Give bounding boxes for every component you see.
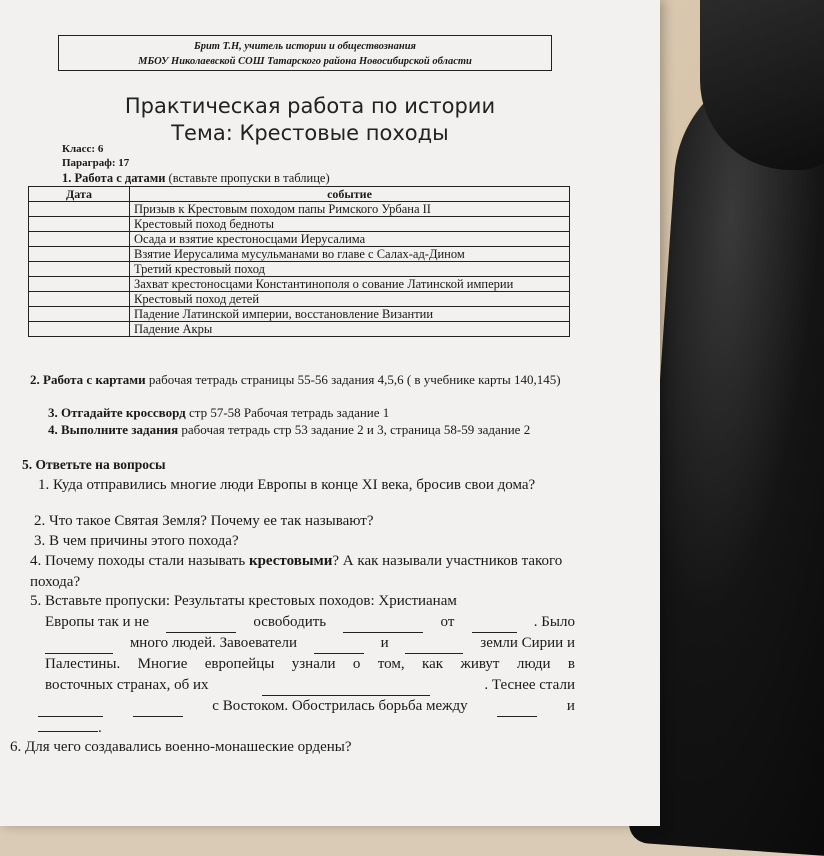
col-date-header: Дата [29,187,130,202]
blank-field[interactable] [45,639,113,654]
question-4-end: ? А как называли участников такого похода? [30,553,563,590]
q5-line-7: . [30,717,575,739]
event-cell: Призыв к Крестовым походом папы Римского Урбана II [130,202,570,217]
col-event-header: событие [130,187,570,202]
date-cell[interactable] [29,322,130,337]
event-cell: Крестовый поход бедноты [130,217,570,232]
question-4-start: 4. Почему походы стали называть [30,553,249,569]
question-5 [30,591,575,739]
event-cell: Осада и взятие крестоносцами Иерусалима [130,232,570,247]
blank-field[interactable] [343,618,423,633]
page-title: Практическая работа по истории [124,94,496,118]
table-row [29,322,570,337]
q5-text-h: восточных странах, об их [45,677,209,693]
blank-field[interactable] [314,639,364,654]
q5-line-4: Палестины. Многие европейцы узнали о том, как живут люди в [45,656,575,672]
task-3-bold: 3. Отгадайте кроссворд [48,405,186,420]
q5-line-3 [30,633,575,654]
task-2 [30,372,570,388]
question-2: 2. Что такое Святая Земля? Почему ее так называют? [34,513,374,529]
class-label: Класс: 6 [62,143,104,155]
task-2-rest: рабочая тетрадь страницы 55-56 задания 4,5,6 ( в учебнике карты 140,145) [145,372,561,387]
table-header-row [29,187,570,202]
blank-field[interactable] [38,702,103,717]
q5-text-e: много людей. Завоеватели [129,635,297,651]
event-cell: Падение Латинской империи, восстановление Византии [130,307,570,322]
school-line: МБОУ Николаевской СОШ Татарского района Новосибирской области [138,56,472,67]
event-cell: Третий крестовый поход [130,262,570,277]
q5-text-d: . Было [533,614,575,630]
table-row [29,217,570,232]
date-cell[interactable] [29,277,130,292]
blank-field[interactable] [497,702,537,717]
date-cell[interactable] [29,292,130,307]
table-row [29,262,570,277]
blank-field[interactable] [38,717,98,732]
q5-text-f: и [380,635,389,651]
q5-text-b: освободить [253,614,327,630]
author-line: Брит Т.Н, учитель истории и обществознания [194,41,416,52]
question-3: 3. В чем причины этого похода? [34,533,239,549]
blank-field[interactable] [405,639,463,654]
blank-field[interactable] [166,618,236,633]
blank-field[interactable] [472,618,517,633]
question-4 [30,551,575,593]
q5-line-5 [30,675,575,696]
date-cell[interactable] [29,307,130,322]
table-row [29,292,570,307]
topic-title: Тема: Крестовые походы [171,121,449,145]
table-row [29,277,570,292]
q5-text-i: . Теснее стали [484,677,575,693]
task-3-rest: стр 57-58 Рабочая тетрадь задание 1 [185,405,390,420]
q5-text-j: с Востоком. Обострилась борьба между [212,698,468,714]
task-1-bold: 1. Работа с датами [62,171,166,185]
table-row [29,232,570,247]
task-1 [62,170,330,186]
task-3 [48,405,568,421]
date-cell[interactable] [29,247,130,262]
table-row [29,307,570,322]
question-6: 6. Для чего создавались военно-монашеские ордены? [10,739,352,755]
q5-text-g: земли Сирии и [480,635,575,651]
date-cell[interactable] [29,217,130,232]
dates-table [28,186,570,337]
paragraph-label: Параграф: 17 [62,157,130,169]
q5-line-1: 5. Вставьте пропуски: Результаты крестовых походов: Христианам [30,593,457,609]
date-cell[interactable] [29,202,130,217]
date-cell[interactable] [29,232,130,247]
task-5-title: 5. Ответьте на вопросы [22,457,166,472]
task-2-bold: 2. Работа с картами [30,372,146,387]
event-cell: Захват крестоносцами Константинополя о сование Латинской империи [130,277,570,292]
author-header [58,35,552,71]
task-4-rest: рабочая тетрадь стр 53 задание 2 и 3, страница 58-59 задание 2 [178,422,531,437]
event-cell: Взятие Иерусалима мусульманами во главе с Салах-ад-Дином [130,247,570,262]
event-cell: Крестовый поход детей [130,292,570,307]
table-row [29,247,570,262]
q5-text-k: и [566,698,575,714]
date-cell[interactable] [29,262,130,277]
task-1-rest: (вставьте пропуски в таблице) [165,171,330,185]
question-1: 1. Куда отправились многие люди Европы в конце XI века, бросив свои дома? [38,477,536,493]
blank-field[interactable] [262,681,430,696]
q5-text-a: Европы так и не [45,614,149,630]
task-4-bold: 4. Выполните задания [48,422,179,437]
blank-field[interactable] [133,702,183,717]
q5-line-2 [30,612,575,633]
question-4-bold: крестовыми [248,553,333,569]
q5-text-c: от [440,614,455,630]
table-row [29,202,570,217]
q5-line-6 [30,696,575,717]
event-cell: Падение Акры [130,322,570,337]
task-4 [48,422,568,438]
